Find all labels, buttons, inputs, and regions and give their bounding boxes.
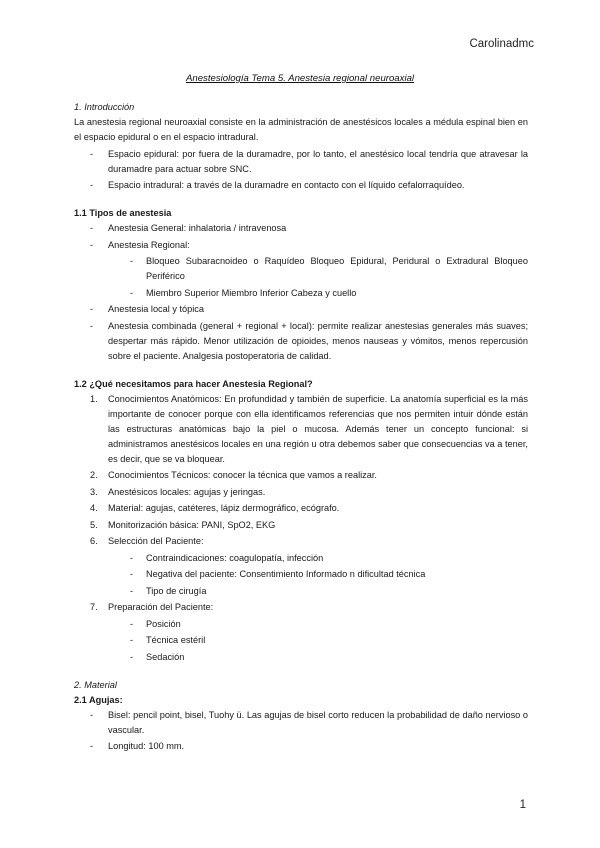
list-item	[74, 739, 528, 754]
bullet-dash: -	[130, 256, 134, 266]
list-subitem-text: Miembro Superior Miembro Inferior Cabeza y cuello	[146, 287, 357, 298]
list-number: 1.	[90, 393, 98, 404]
list-number: 2.	[90, 470, 98, 480]
section-heading-tipos: 1.1 Tipos de anestesia	[74, 208, 172, 218]
bullet-dash: -	[90, 239, 94, 250]
bullet-dash: -	[130, 287, 134, 298]
numbered-item-text: Conocimientos Anatómicos: En profundidad y también de superficie. La anatomía superficial es la más importante de conocer porque con ella identificamos referencias que nos permiten intuir dónde están las estructuras anatómicas bajo la piel o mucosa. Además tener un concepto funcional: si administramos anestésicos locales en una región u otra debemos saber que consecuencias va a tener, es decir, que se va bloquear.	[108, 393, 528, 464]
numbered-item-text: Preparación del Paciente:	[108, 602, 214, 612]
list-subitem	[74, 617, 528, 632]
list-subitem-text: Posición	[146, 618, 181, 629]
list-item-text: Espacio epidural: por fuera de la duramadre, por lo tanto, el anestésico local tendría que atravesar la duramadre para actuar sobre SNC.	[108, 148, 528, 174]
numbered-item	[74, 518, 528, 533]
list-item	[74, 178, 528, 193]
bullet-dash: -	[90, 180, 94, 190]
page-number: 1	[519, 799, 526, 811]
list-subitem	[74, 254, 528, 284]
numbered-item	[74, 468, 528, 483]
list-item-text: Anestesia Regional:	[108, 239, 190, 250]
list-item-text: Anestesia General: inhalatoria / intravenosa	[108, 223, 287, 233]
bullet-dash: -	[130, 552, 134, 563]
list-item-text: Anestesia combinada (general + regional + local): permite realizar anestesias generales más suaves; despertar más rápido. Menor utilización de opioides, menos nauseas y vómitos, menos repercusión sobre el paciente. Analgesia postoperatoria de calidad.	[108, 320, 528, 361]
bullet-dash: -	[90, 709, 94, 720]
list-subitem-text: Técnica estéril	[146, 635, 206, 645]
section-heading-material: 2. Material	[74, 679, 117, 690]
numbered-item	[74, 501, 528, 516]
list-number: 7.	[90, 602, 98, 612]
numbered-item-text: Material: agujas, catéteres, lápiz dermográfico, ecógrafo.	[108, 503, 340, 513]
bullet-dash: -	[90, 320, 94, 331]
list-subitem-text: Bloqueo Subaracnoideo o Raquídeo Bloqueo Epidural, Peridural o Extradural Bloqueo Periférico	[146, 256, 528, 281]
bullet-dash: -	[90, 223, 94, 233]
bullet-dash: -	[90, 304, 94, 314]
section-heading-necesitamos: 1.2 ¿Qué necesitamos para hacer Anestesia Regional?	[74, 378, 313, 389]
header-author: Carolinadmc	[469, 38, 534, 50]
list-item	[74, 302, 528, 317]
list-number: 5.	[90, 519, 98, 530]
list-subitem	[74, 567, 528, 582]
list-subitem-text: Contraindicaciones: coagulopatía, infección	[146, 552, 324, 563]
bullet-dash: -	[130, 618, 134, 629]
document-title: Anestesiología Tema 5. Anestesia regional neuroaxial	[185, 73, 415, 84]
numbered-item	[74, 600, 528, 615]
list-subitem-text: Sedación	[146, 651, 185, 662]
bullet-dash: -	[130, 635, 134, 645]
list-item	[74, 319, 528, 364]
list-subitem	[74, 551, 528, 566]
list-subitem	[74, 584, 528, 599]
list-subitem	[74, 286, 528, 301]
bullet-dash: -	[130, 569, 134, 579]
numbered-item	[74, 534, 528, 549]
section-heading-introduccion: 1. Introducción	[74, 102, 135, 112]
intro-paragraph: La anestesia regional neuroaxial consiste en la administración de anestésicos locales a médula espinal bien en el espacio epidural o en el espacio intradural.	[74, 117, 528, 142]
numbered-item-text: Conocimientos Técnicos: conocer la técnica que vamos a realizar.	[108, 470, 377, 480]
list-item-text: Bisel: pencil point, bisel, Tuohy ü. Las agujas de bisel corto reducen la probabilidad de daño nervioso o vascular.	[108, 709, 528, 735]
bullet-dash: -	[90, 148, 94, 159]
list-subitem-text: Tipo de cirugía	[146, 585, 207, 596]
numbered-item-text: Anestésicos locales: agujas y jeringas.	[108, 486, 266, 497]
numbered-item-text: Monitorización básica: PANI, SpO2, EKG	[108, 519, 276, 530]
document-body	[74, 100, 528, 754]
bullet-dash: -	[130, 585, 134, 596]
list-number: 4.	[90, 503, 98, 513]
list-item-text: Anestesia local y tópica	[108, 304, 205, 314]
list-number: 6.	[90, 536, 98, 546]
list-item	[74, 221, 528, 236]
list-item-text: Longitud: 100 mm.	[108, 741, 185, 751]
subsection-heading-agujas: 2.1 Agujas:	[74, 694, 123, 705]
list-item	[74, 708, 528, 738]
list-item-text: Espacio intradural: a través de la duramadre en contacto con el líquido cefalorraquídeo.	[108, 180, 465, 190]
list-item	[74, 147, 528, 177]
numbered-item	[74, 392, 528, 467]
list-subitem	[74, 650, 528, 665]
list-subitem	[74, 633, 528, 648]
list-subitem-text: Negativa del paciente: Consentimiento Informado n dificultad técnica	[146, 569, 426, 579]
bullet-dash: -	[130, 651, 134, 662]
numbered-item	[74, 485, 528, 500]
list-number: 3.	[90, 486, 98, 497]
bullet-dash: -	[90, 741, 94, 751]
list-item	[74, 238, 528, 253]
numbered-item-text: Selección del Paciente:	[108, 536, 204, 546]
